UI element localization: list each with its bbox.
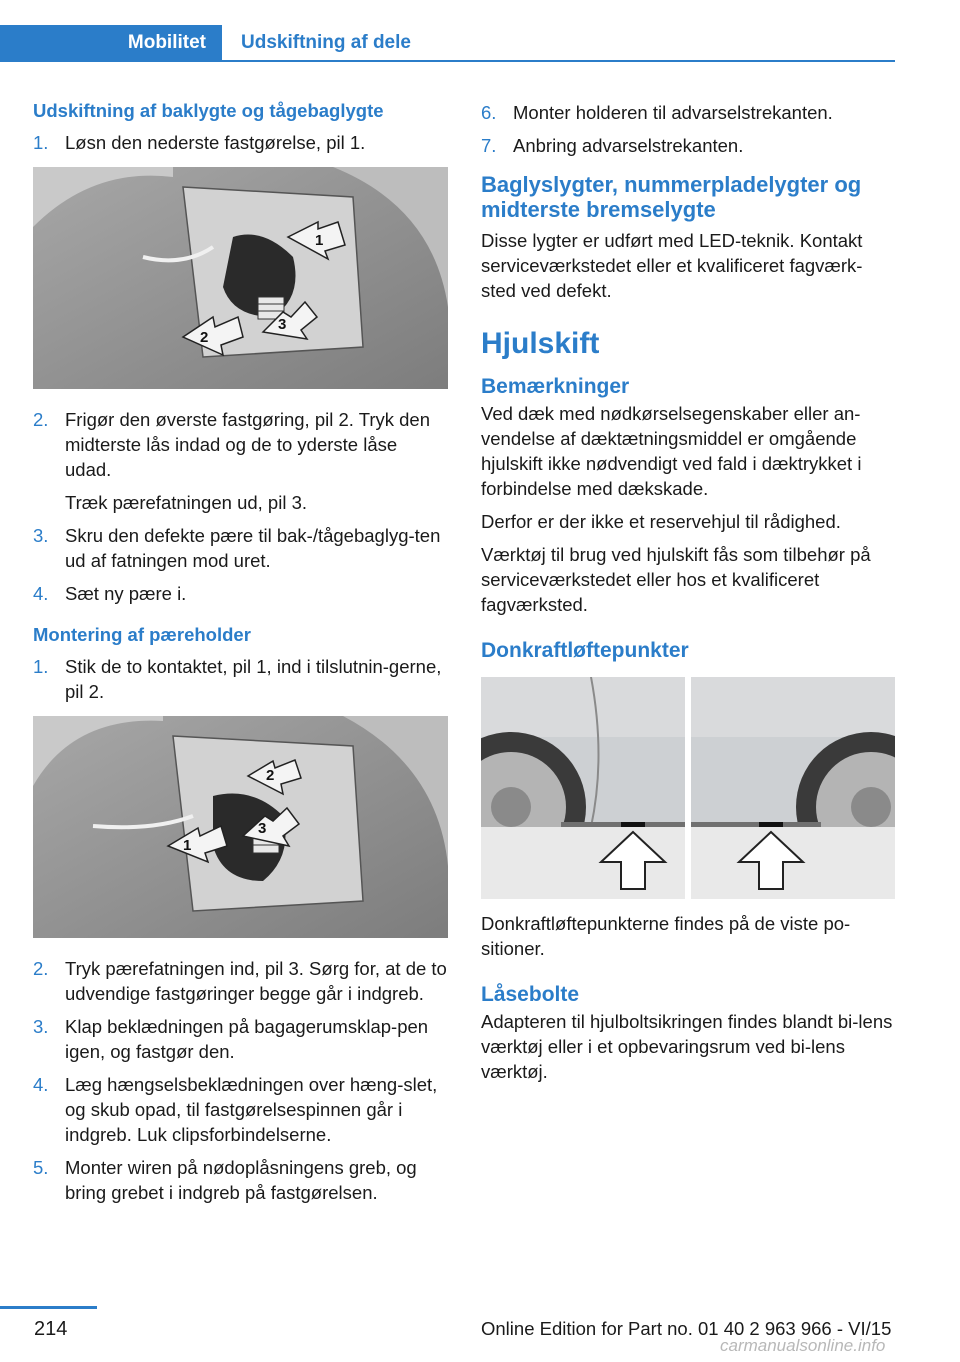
page-number: 214 [34, 1318, 68, 1340]
heading-mount-bulb-holder: Montering af pæreholder [33, 624, 251, 645]
fig2-label-2: 2 [266, 767, 275, 784]
step-text: Tryk pærefatningen ind, pil 3. Sørg for, at de to udvendige fastgøringer begge går i indgreb. [65, 958, 447, 1004]
step-text: Skru den defekte pære til bak-/tågebaglyg‐ten ud af fatningen mod uret. [65, 525, 441, 571]
fig1-label-3: 3 [278, 316, 287, 333]
step-number: 1. [33, 656, 49, 677]
step-number: 2. [33, 409, 49, 430]
heading-wheel-change: Hjulskift [481, 327, 600, 360]
step-number: 2. [33, 958, 49, 979]
step-text: Læg hængselsbeklædningen over hæng‐slet, og skub opad, til fastgørelsespinnen går i indgreb. Luk clipsforbindelserne. [65, 1074, 438, 1145]
step-number: 5. [33, 1157, 49, 1178]
heading-led-lights: Baglyslygter, nummerpladelygter og midterste bremselygte [481, 172, 862, 222]
watermark: carmanualsonline.info [720, 1336, 886, 1355]
heading-notes: Bemærkninger [481, 375, 630, 398]
fig1-label-1: 1 [315, 232, 324, 249]
footer-rule [0, 1306, 97, 1309]
paragraph-lock-bolts: Adapteren til hjulboltsikringen findes blandt bi‐lens værktøj eller i et opbevaringsrum ved bi‐lens værktøj. [481, 1011, 893, 1082]
step-text: Sæt ny pære i. [65, 583, 187, 604]
step-item [481, 133, 895, 158]
step-number: 4. [33, 583, 49, 604]
step-item [33, 1014, 448, 1064]
step-item [33, 523, 448, 573]
paragraph-jack-points: Donkraftløftepunkterne findes på de viste po‐sitioner. [481, 913, 851, 959]
step-item [33, 1155, 448, 1205]
step-text: Monter holderen til advarselstrekanten. [513, 102, 833, 123]
paragraph-notes-1: Ved dæk med nødkørselsegenskaber eller an‐vendelse af dæktætningsmiddel er omgående hjulskift ikke nødvendigt ved fald i dæktrykket i forbindelse med dækskade. [481, 403, 862, 499]
step-item [33, 130, 448, 155]
step-item [33, 956, 448, 1006]
step-text: Monter wiren på nødoplåsningens greb, og bring grebet i indgreb på fastgørelsen. [65, 1157, 417, 1203]
step-text: Frigør den øverste fastgøring, pil 2. Tryk den midterste lås indad og de to yderste låse udad. [65, 409, 430, 480]
figure-jack-points [481, 677, 895, 899]
step-extra: Træk pærefatningen ud, pil 3. [65, 492, 307, 513]
step-number: 6. [481, 102, 497, 123]
step-number: 3. [33, 525, 49, 546]
heading-lock-bolts: Låsebolte [481, 983, 580, 1006]
step-text: Løsn den nederste fastgørelse, pil 1. [65, 132, 366, 153]
figure-bulb-holder-removal [33, 167, 448, 389]
step-item [33, 407, 448, 482]
fig2-label-3: 3 [258, 820, 267, 837]
step-number: 3. [33, 1016, 49, 1037]
step-text: Klap beklædningen på bagagerumsklap‐pen igen, og fastgør den. [65, 1016, 429, 1062]
step-item [33, 1072, 448, 1147]
fig1-label-2: 2 [200, 329, 209, 346]
heading-replace-reverse-light: Udskiftning af baklygte og tågebaglygte [33, 100, 384, 121]
step-item [33, 581, 448, 606]
step-item [481, 100, 895, 125]
subsection-label: Udskiftning af dele [241, 32, 411, 53]
fig2-label-1: 1 [183, 837, 192, 854]
section-tab [0, 25, 222, 62]
header-rule [222, 60, 895, 62]
step-text: Anbring advarselstrekanten. [513, 135, 744, 156]
paragraph-led-lights: Disse lygter er udført med LED-teknik. Kontakt serviceværkstedet eller et kvalificeret fagværk‐sted ved defekt. [481, 230, 863, 301]
right-column [481, 100, 895, 1092]
section-label: Mobilitet [127, 32, 206, 53]
figure-bulb-holder-mounting [33, 716, 448, 938]
step-number: 1. [33, 132, 49, 153]
step-number: 7. [481, 135, 497, 156]
running-header [0, 25, 895, 62]
step-text: Stik de to kontaktet, pil 1, ind i tilslutnin‐gerne, pil 2. [65, 656, 442, 702]
paragraph-notes-3: Værktøj til brug ved hjulskift fås som tilbehør på serviceværkstedet eller hos et kvalificeret fagværksted. [481, 544, 871, 615]
left-column [33, 100, 448, 1213]
heading-jack-points: Donkraftløftepunkter [481, 639, 689, 662]
step-number: 4. [33, 1074, 49, 1095]
edition-note: Online Edition for Part no. 01 40 2 963 966 - VI/15 [481, 1318, 892, 1339]
paragraph-notes-2: Derfor er der ikke et reservehjul til rådighed. [481, 511, 841, 532]
step-item [33, 654, 448, 704]
